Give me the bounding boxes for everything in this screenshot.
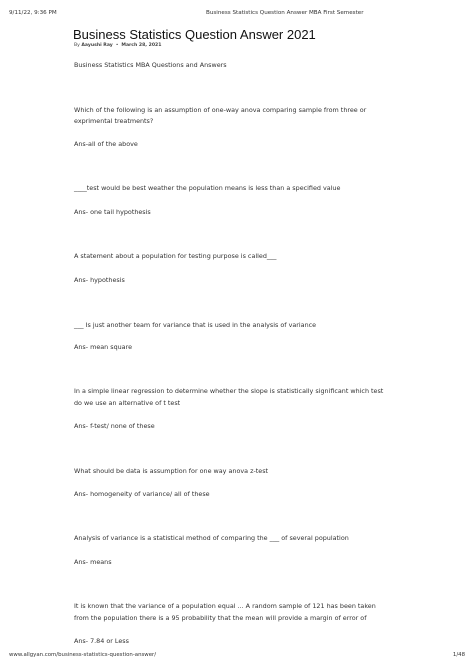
question-1-line-1: Which of the following is an assumption of one-way anova comparing sample from three or <box>74 106 367 114</box>
print-url: www.allgyan.com/business-statistics-question-answer/ <box>9 652 157 658</box>
question-4: ___ Is just another team for variance that is used in the analysis of variance <box>74 321 317 329</box>
question-7: Analysis of variance is a statistical method of comparing the ___ of several population <box>74 534 349 542</box>
question-8-line-1: It is known that the variance of a population equal ... A random sample of 121 has been taken <box>74 602 376 610</box>
article-title: Business Statistics Question Answer 2021 <box>73 27 316 42</box>
question-1-line-2: exprimental treatments? <box>74 117 154 125</box>
answer-2: Ans- one tail hypothesis <box>74 208 151 216</box>
answer-6: Ans- homogeneity of variance/ all of these <box>74 490 210 498</box>
answer-7: Ans- means <box>74 558 112 566</box>
print-page-title: Business Statistics Question Answer MBA First Semester <box>206 10 364 16</box>
print-datetime: 9/11/22, 9:36 PM <box>9 10 57 16</box>
question-8-line-2: from the population there is a 95 probability that the mean will provide a margin of error of <box>74 614 367 622</box>
print-header <box>9 10 465 22</box>
question-5-line-1: In a simple linear regression to determine whether the slope is statistically significant which test <box>74 387 384 395</box>
byline-separator: • <box>114 43 120 48</box>
question-3: A statement about a population for testing purpose is called___ <box>74 252 277 260</box>
byline-prefix: By <box>74 43 80 48</box>
byline <box>74 43 161 48</box>
question-2: ____test would be best weather the population means is less than a specified value <box>74 184 341 192</box>
page-number: 1/48 <box>452 652 465 658</box>
article-subtitle: Business Statistics MBA Questions and Answers <box>74 61 227 69</box>
answer-3: Ans- hypothesis <box>74 276 125 284</box>
answer-1: Ans-all of the above <box>74 140 138 148</box>
question-6: What should be data is assumption for one way anova z-test <box>74 467 269 475</box>
publish-date: March 28, 2021 <box>121 43 162 48</box>
author-link[interactable]: Aayushi Ray <box>81 43 113 48</box>
answer-5: Ans- f-test/ none of these <box>74 422 155 430</box>
answer-4: Ans- mean square <box>74 343 133 351</box>
question-5-line-2: do we use an alternative of t test <box>74 399 181 407</box>
answer-8: Ans- 7.84 or Less <box>74 637 129 645</box>
